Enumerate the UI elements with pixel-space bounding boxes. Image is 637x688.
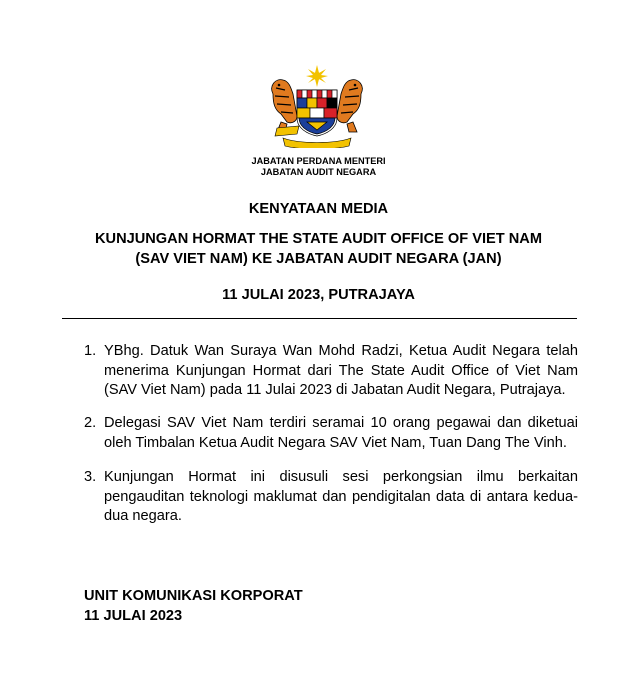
department-line-1: JABATAN PERDANA MENTERI bbox=[251, 156, 386, 166]
list-item-text: Delegasi SAV Viet Nam terdiri seramai 10 orang pegawai dan diketuai oleh Timbalan Ketua Audit Negara SAV Viet Nam, Tuan Dang The Vinh. bbox=[104, 415, 578, 451]
list-item-text: YBhg. Datuk Wan Suraya Wan Mohd Radzi, Ketua Audit Negara telah menerima Kunjungan Hormat dari The State Audit Office of Viet Nam (SAV Viet Nam) pada 11 Julai 2023 di Jabatan Audit Negara, Putrajaya. bbox=[104, 343, 578, 399]
footer-date: 11 JULAI 2023 bbox=[84, 608, 183, 624]
malaysia-coat-of-arms-icon bbox=[263, 64, 371, 148]
list-item-number: 2. bbox=[84, 415, 97, 431]
date-place: 11 JULAI 2023, PUTRAJAYA bbox=[222, 287, 415, 303]
list-item-text: Kunjungan Hormat ini disusuli sesi perkongsian ilmu berkaitan pengauditan teknologi maklumat dan pendigitalan data di antara kedua-dua negara. bbox=[104, 469, 578, 525]
horizontal-divider bbox=[62, 318, 577, 319]
document-title-line-1: KUNJUNGAN HORMAT THE STATE AUDIT OFFICE OF VIET NAM bbox=[95, 231, 542, 247]
list-item-number: 1. bbox=[84, 343, 97, 359]
department-line-2: JABATAN AUDIT NEGARA bbox=[260, 167, 377, 177]
document-heading: KENYATAAN MEDIA bbox=[248, 201, 389, 217]
footer-unit: UNIT KOMUNIKASI KORPORAT bbox=[84, 588, 303, 604]
document-title-line-2: (SAV VIET NAM) KE JABATAN AUDIT NEGARA (JAN) bbox=[135, 251, 502, 267]
list-item-number: 3. bbox=[84, 469, 97, 485]
